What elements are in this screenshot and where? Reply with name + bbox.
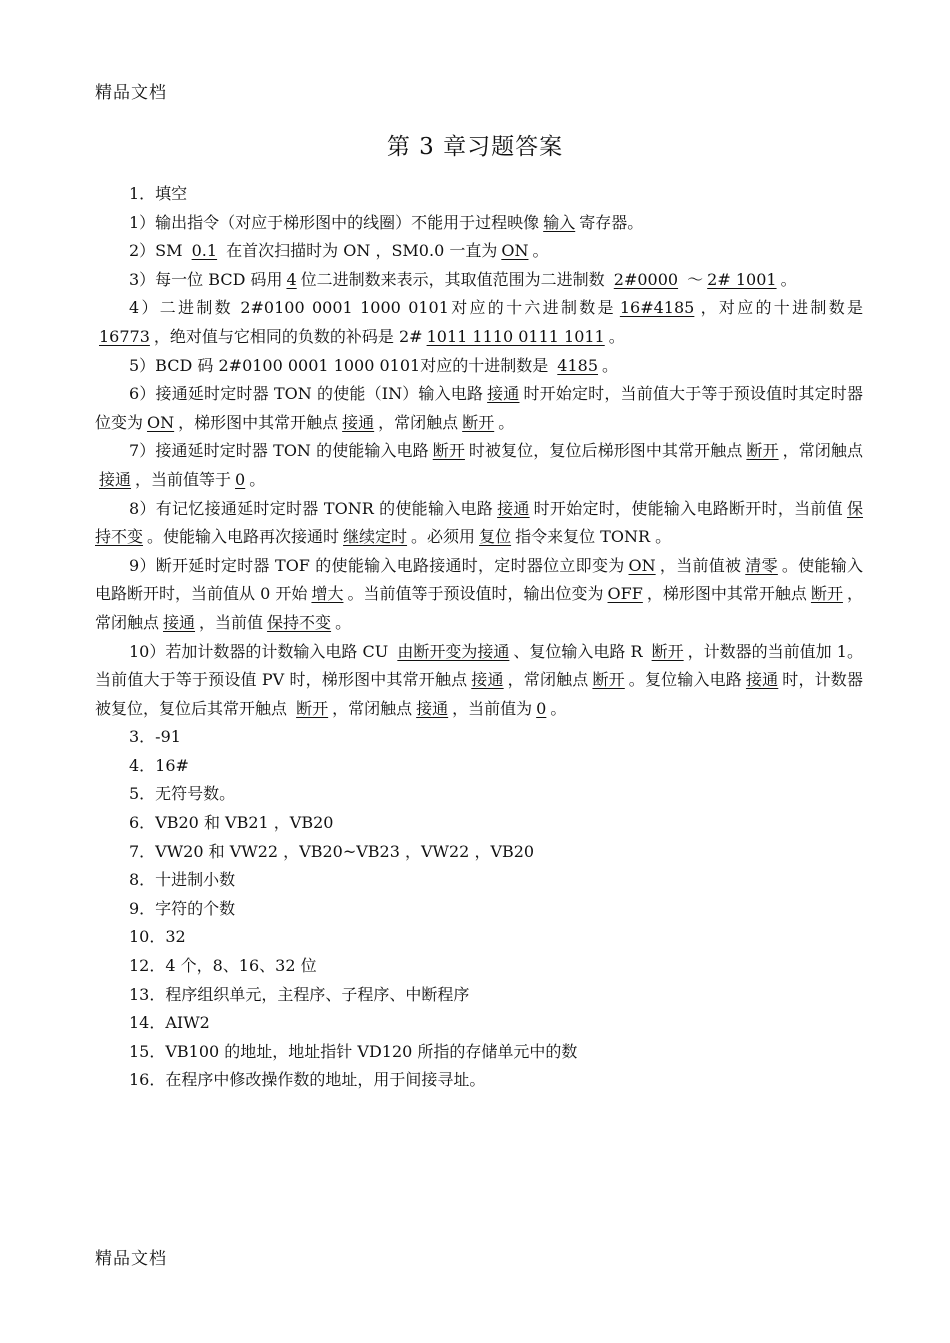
text-run: 指令来复位 TONR 。 <box>515 527 672 547</box>
answer-blank: 0 <box>536 698 547 718</box>
text-run: ，常闭触点 <box>782 441 863 461</box>
answer-blank: 16#4185 <box>619 298 695 318</box>
text-run: 5）BCD 码 2#0100 0001 1000 0101对应的十进制数是 <box>129 355 554 375</box>
answer-blank: 断开 <box>592 670 625 690</box>
answer-blank: ON <box>501 241 529 261</box>
text-run: 3）每一位 BCD 码用 <box>129 269 283 289</box>
text-run: ，梯形图中其常开触点 <box>178 412 339 432</box>
answer-paragraph <box>95 237 863 266</box>
text-run: ，当前值被 <box>659 555 742 575</box>
text-run: 13．程序组织单元，主程序、子程序、中断程序 <box>129 984 470 1004</box>
text-run: 6．VB20 和 VB21 ，VB20 <box>129 813 334 833</box>
answer-paragraph <box>95 923 863 952</box>
answer-blank: 保持不变 <box>267 612 332 632</box>
text-run: 位二进制数来表示，其取值范围为二进制数 <box>300 269 610 289</box>
text-run: 7）接通延时定时器 TON 的使能输入电路 <box>129 441 429 461</box>
text-run: ，绝对值与它相同的负数的补码是 2# <box>153 326 423 346</box>
answer-paragraph <box>95 723 863 752</box>
answer-paragraph <box>95 1038 863 1067</box>
answer-blank: 清零 <box>745 555 778 575</box>
answer-blank: 断开 <box>462 412 495 432</box>
text-run: 。 <box>780 269 797 289</box>
text-run: 15．VB100 的地址，地址指针 VD120 所指的存储单元中的数 <box>129 1041 578 1061</box>
text-run: 时开始定时，使能输入电路断开时，当前值 <box>533 498 843 518</box>
text-run: ，常闭触点 <box>332 698 413 718</box>
text-run: 4．16# <box>129 755 189 775</box>
answer-blank: ON <box>147 412 175 432</box>
text-run: 6）接通延时定时器 TON 的使能（IN）输入电路 <box>129 384 484 404</box>
answer-blank: 接通 <box>416 698 449 718</box>
answer-paragraph <box>95 866 863 895</box>
answer-paragraph <box>95 495 863 552</box>
text-run: 14．AIW2 <box>129 1013 210 1033</box>
answer-blank: 接通 <box>745 670 779 690</box>
text-run: 。必须用 <box>411 527 476 547</box>
answer-paragraph <box>95 638 863 724</box>
text-run: 3．-91 <box>129 727 181 747</box>
answer-paragraph <box>95 437 863 494</box>
answer-paragraph <box>95 294 863 351</box>
answer-blank: 断开 <box>432 441 465 461</box>
answer-paragraph <box>95 895 863 924</box>
text-run: 4）二进制数 2#0100 0001 1000 0101对应的十六进制数是 <box>129 298 616 318</box>
answer-blank: 16773 <box>99 326 150 346</box>
answer-blank: 保持不变 <box>95 498 863 547</box>
answer-blank: 0.1 <box>191 241 218 261</box>
answer-blank: ON <box>628 555 656 575</box>
text-run: 时，计数器被复位，复位后其常开触点 <box>95 670 863 718</box>
answer-blank: 接通 <box>99 469 132 489</box>
text-run: 1）输出指令（对应于梯形图中的线圈）不能用于过程映像 <box>129 212 540 232</box>
text-run: ，计数器的当前值加 1。当前值大于等于预设值 PV 时，梯形图中其常开触点 <box>95 641 863 690</box>
text-run: 。 <box>550 698 567 718</box>
text-run: 10．32 <box>129 927 186 947</box>
text-run: ，梯形图中其常开触点 <box>646 584 807 604</box>
text-run: ，当前值 <box>199 612 264 632</box>
text-run: 8．十进制小数 <box>129 870 236 890</box>
text-run: 2）SM <box>129 241 188 261</box>
answer-blank: 断开 <box>296 698 329 718</box>
text-run: 。使能输入电路断开时，当前值从 0 开始 <box>95 555 863 604</box>
text-run: ，当前值为 <box>452 698 533 718</box>
text-run: 10）若加计数器的计数输入电路 CU <box>129 641 394 661</box>
answer-blank: 接通 <box>163 612 196 632</box>
page-footer: 精品文档 <box>95 1249 167 1269</box>
answer-body <box>95 180 863 1095</box>
answer-paragraph <box>95 180 863 209</box>
answer-paragraph <box>95 209 863 238</box>
text-run: 。 <box>602 355 619 375</box>
text-run: 。使能输入电路再次接通时 <box>147 527 340 547</box>
answer-blank: 断开 <box>651 641 684 661</box>
text-run: ，当前值等于 <box>135 469 232 489</box>
text-run: 、复位输入电路 R <box>513 641 648 661</box>
text-run: 9．字符的个数 <box>129 898 236 918</box>
answer-blank: 4 <box>286 269 297 289</box>
answer-paragraph <box>95 752 863 781</box>
answer-paragraph <box>95 809 863 838</box>
answer-paragraph <box>95 952 863 981</box>
text-run: 8）有记忆接通延时定时器 TONR 的使能输入电路 <box>129 498 494 518</box>
answer-blank: 断开 <box>810 584 843 604</box>
answer-blank: 接通 <box>342 412 375 432</box>
text-run: 时被复位，复位后梯形图中其常开触点 <box>468 441 743 461</box>
answer-paragraph <box>95 552 863 638</box>
answer-paragraph <box>95 780 863 809</box>
answer-blank: OFF <box>607 584 643 604</box>
answer-paragraph <box>95 1009 863 1038</box>
text-run: 。 <box>608 326 625 346</box>
text-run: 9）断开延时定时器 TOF 的使能输入电路接通时，定时器位立即变为 <box>129 555 625 575</box>
answer-blank: 继续定时 <box>343 527 408 547</box>
text-run: ～ <box>682 269 704 289</box>
answer-paragraph <box>95 380 863 437</box>
text-run: 。当前值等于预设值时，输出位变为 <box>347 584 604 604</box>
text-run: ，常闭触点 <box>95 584 863 632</box>
answer-blank: 断开 <box>746 441 779 461</box>
answer-paragraph <box>95 266 863 295</box>
text-run: 。复位输入电路 <box>628 670 742 690</box>
answer-blank: 复位 <box>479 527 512 547</box>
answer-blank: 接通 <box>487 384 520 404</box>
answer-blank: 1011 1110 0111 1011 <box>426 326 605 346</box>
answer-blank: 接通 <box>471 670 504 690</box>
text-run: ，常闭触点 <box>507 670 589 690</box>
text-run: 。 <box>249 469 266 489</box>
page-title: 第 3 章习题答案 <box>386 134 564 160</box>
answer-blank: 2# 1001 <box>707 269 777 289</box>
text-run: 16．在程序中修改操作数的地址，用于间接寻址。 <box>129 1070 486 1090</box>
answer-paragraph <box>95 352 863 381</box>
text-run: 12．4 个，8、16、32 位 <box>129 956 317 976</box>
answer-paragraph <box>95 838 863 867</box>
text-run: 。 <box>532 241 549 261</box>
text-run: 在首次扫描时为 ON ，SM0.0 一直为 <box>221 241 498 261</box>
page-header: 精品文档 <box>95 83 167 103</box>
text-run: ，常闭触点 <box>378 412 459 432</box>
answer-blank: 增大 <box>311 584 344 604</box>
text-run: ，对应的十进制数是 <box>698 298 863 318</box>
answer-blank: 输入 <box>543 212 576 232</box>
answer-blank: 0 <box>235 469 246 489</box>
text-run: 时开始定时，当前值大于等于预设值时其定时器位变为 <box>95 384 863 432</box>
text-run: 1．填空 <box>129 184 188 203</box>
answer-blank: 2#0000 <box>613 269 679 289</box>
answer-blank: 4185 <box>557 355 599 375</box>
answer-paragraph <box>95 981 863 1010</box>
answer-blank: 由断开变为接通 <box>397 641 510 661</box>
answer-blank: 接通 <box>497 498 530 518</box>
text-run: 寄存器。 <box>579 212 644 232</box>
text-run: 。 <box>498 412 515 432</box>
answer-paragraph <box>95 1066 863 1095</box>
text-run: 。 <box>335 612 352 632</box>
text-run: 5．无符号数。 <box>129 784 236 804</box>
text-run: 7．VW20 和 VW22 ，VB20~VB23 ，VW22 ，VB20 <box>129 841 535 861</box>
